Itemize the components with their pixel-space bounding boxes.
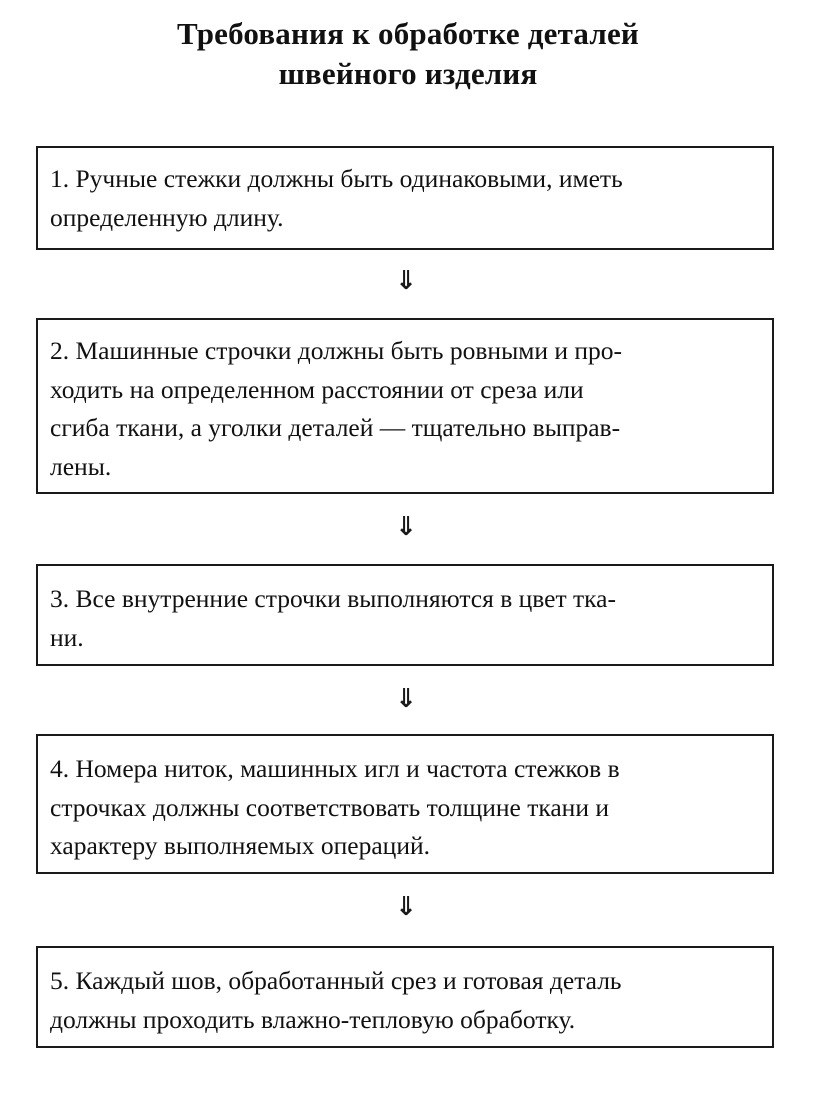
requirement-box-2 [36, 318, 774, 494]
requirement-box-3 [36, 564, 774, 666]
requirement-text-5: 5. Каждый шов, обработанный срез и готовая деталь должны проходить влажно-тепловую обработку. [50, 966, 622, 1034]
requirement-text-2: 2. Машинные строчки должны быть ровными и про- ходить на определенном расстоянии от среза или сгиба ткани, а уголки деталей — тщательно выправ- лены. [50, 336, 623, 481]
down-arrow-icon: ⇓ [395, 266, 417, 296]
down-arrow-icon: ⇓ [395, 892, 417, 922]
requirement-box-1 [36, 146, 774, 250]
title-line-1: Требования к обработке деталей [177, 16, 639, 51]
down-arrow-icon: ⇓ [395, 684, 417, 714]
requirement-box-5 [36, 946, 774, 1048]
requirement-text-4: 4. Номера ниток, машинных игл и частота стежков в строчках должны соответствовать толщине ткани и характеру выполняемых операций. [50, 754, 620, 860]
requirement-box-4 [36, 734, 774, 874]
requirement-text-3: 3. Все внутренние строчки выполняются в цвет тка- ни. [50, 584, 616, 652]
title-line-2: швейного изделия [278, 56, 538, 91]
page-title [0, 14, 816, 94]
down-arrow-icon: ⇓ [395, 512, 417, 542]
requirement-text-1: 1. Ручные стежки должны быть одинаковыми, иметь определенную длину. [50, 164, 623, 232]
